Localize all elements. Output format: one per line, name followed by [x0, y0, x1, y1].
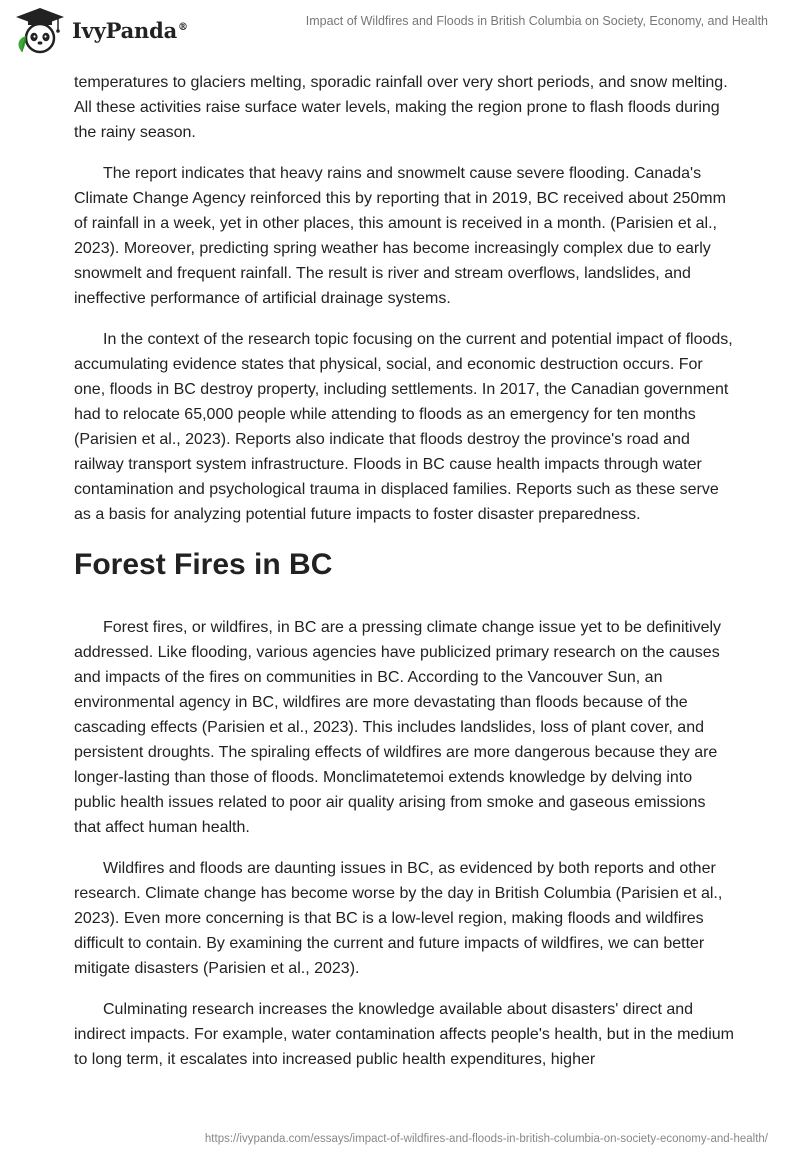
- paragraph: Culminating research increases the knowledge available about disasters' direct and indirect impacts. For example, water contamination affects people's health, but in the medium to long term, it escalates into increased public health expenditures, higher: [74, 1001, 734, 1068]
- brand-name: IvyPanda®: [72, 17, 188, 43]
- page-header: [0, 0, 800, 70]
- paragraph: temperatures to glaciers melting, sporadic rainfall over very short periods, and snow melting. All these activities raise surface water levels, making the region prone to flash floods during the rainy season.: [74, 74, 728, 141]
- brand-logo[interactable]: [14, 6, 188, 54]
- section-heading: Forest Fires in BC: [74, 548, 333, 581]
- panda-graduation-cap-icon: [14, 6, 66, 54]
- paragraph: In the context of the research topic focusing on the current and potential impact of floods, accumulating evidence states that physical, social, and economic destruction occurs. For one, floods in BC destroy property, including settlements. In 2017, the Canadian government had to relocate 65,000 people while attending to floods as an emergency for ten months (Parisien et al., 2023). Reports also indicate that floods destroy the province's road and railway transport system infrastructure. Floods in BC cause health impacts through water contamination and psychological trauma in displaced families. Reports such as these serve as a basis for analyzing potential future impacts to foster disaster preparedness.: [74, 331, 733, 523]
- source-url[interactable]: https://ivypanda.com/essays/impact-of-wildfires-and-floods-in-british-columbia-on-society-economy-and-health/: [204, 1133, 768, 1145]
- paragraph: Forest fires, or wildfires, in BC are a pressing climate change issue yet to be definitively addressed. Like flooding, various agencies have publicized primary research on the causes and impacts of the fires on communities in BC. According to the Vancouver Sun, an environmental agency in BC, wildfires are more devastating than floods because of the cascading effects (Parisien et al., 2023). This includes landslides, loss of plant cover, and persistent droughts. The spiraling effects of wildfires are more dangerous because they are longer-lasting than those of floods. Monclimatetemoi extends knowledge by delving into public health issues related to poor air quality arising from smoke and gaseous emissions that affect human health.: [74, 619, 722, 836]
- paragraph: The report indicates that heavy rains and snowmelt cause severe flooding. Canada's Climate Change Agency reinforced this by reporting that in 2019, BC received about 250mm of rainfall in a week, yet in other places, this amount is received in a month. (Parisien et al., 2023). Moreover, predicting spring weather has become increasingly complex due to early snowmelt and frequent rainfall. The result is river and stream overflows, landslides, and ineffective performance of artificial drainage systems.: [74, 165, 726, 307]
- paragraph: Wildfires and floods are daunting issues in BC, as evidenced by both reports and other research. Climate change has become worse by the day in British Columbia (Parisien et al., 2023). Even more concerning is that BC is a low-level region, making floods and wildfires difficult to contain. By examining the current and future impacts of wildfires, we can better mitigate disasters (Parisien et al., 2023).: [74, 860, 723, 977]
- document-title: Impact of Wildfires and Floods in British Columbia on Society, Economy, and Health: [305, 14, 768, 28]
- article-body: [74, 70, 734, 1088]
